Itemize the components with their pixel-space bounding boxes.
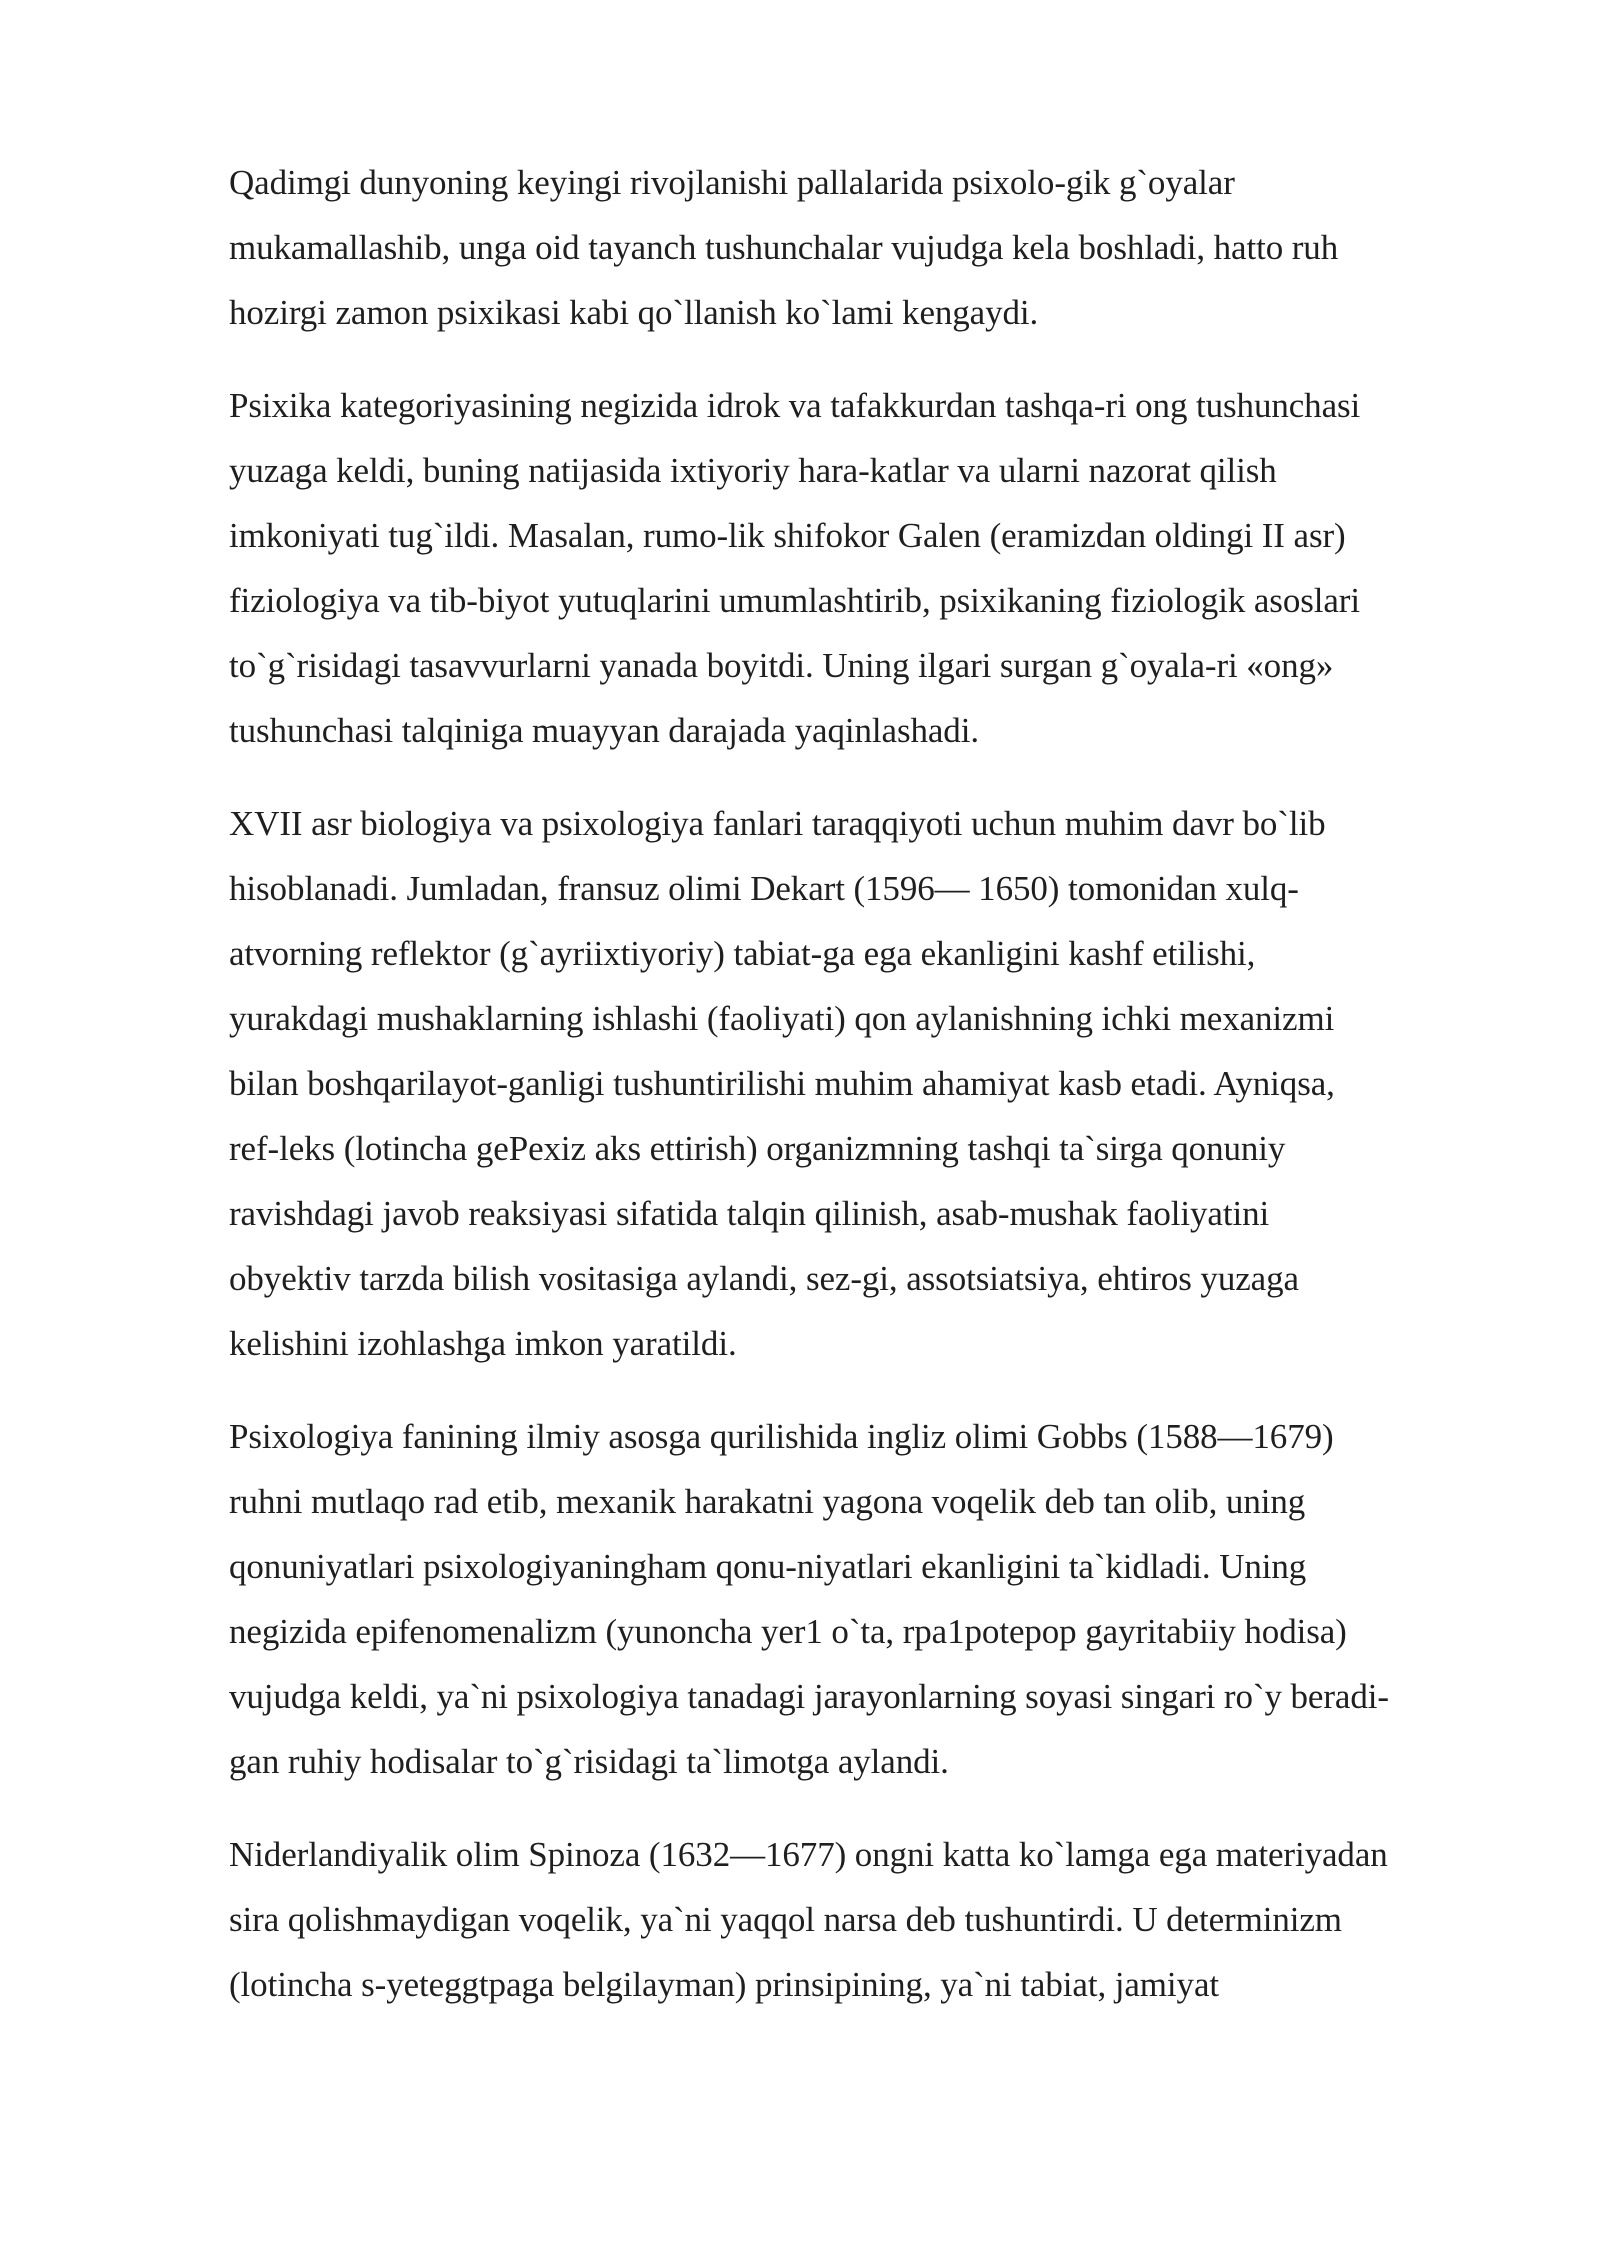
- text-line: (lotincha s-yeteggtpaga belgilayman) prinsipining, ya`ni tabiat, jamiyat: [229, 1965, 1220, 2004]
- paragraph-2: [229, 373, 1519, 763]
- text-line: ravishdagi javob reaksiyasi sifatida talqin qilinish, asab-mushak faoliyatini: [229, 1194, 1270, 1233]
- text-line: qonuniyatlari psixologiyaningham qonu-niyatlari ekanligini ta`kidladi. Uning: [229, 1547, 1307, 1586]
- paragraph-1: [229, 150, 1519, 345]
- text-line: imkoniyati tug`ildi. Masalan, rumo-lik shifokor Galen (eramizdan oldingi II asr): [229, 516, 1346, 555]
- text-line: XVII asr biologiya va psixologiya fanlari taraqqiyoti uchun muhim davr bo`lib: [229, 804, 1326, 843]
- text-line: to`g`risidagi tasavvurlarni yanada boyitdi. Uning ilgari surgan g`oyala-ri «ong»: [229, 646, 1334, 685]
- text-line: gan ruhiy hodisalar to`g`risidagi ta`limotga aylandi.: [229, 1742, 949, 1781]
- paragraph-4: [229, 1404, 1519, 1794]
- text-line: ref-leks (lotincha gePexiz aks ettirish) organizmning tashqi ta`sirga qonuniy: [229, 1129, 1286, 1168]
- text-line: yuzaga keldi, buning natijasida ixtiyoriy hara-katlar va ularni nazorat qilish: [229, 451, 1277, 490]
- text-line: vujudga keldi, ya`ni psixologiya tanadagi jarayonlarning soyasi singari ro`y beradi-: [229, 1677, 1389, 1716]
- text-line: obyektiv tarzda bilish vositasiga aylandi, sez-gi, assotsiatsiya, ehtiros yuzaga: [229, 1259, 1299, 1298]
- paragraph-5: [229, 1822, 1519, 2017]
- text-line: Psixologiya fanining ilmiy asosga qurilishida ingliz olimi Gobbs (1588—1679): [229, 1417, 1334, 1456]
- text-line: fiziologiya va tib-biyot yutuqlarini umumlashtirib, psixikaning fiziologik asoslari: [229, 581, 1360, 620]
- text-line: ruhni mutlaqo rad etib, mexanik harakatni yagona voqelik deb tan olib, uning: [229, 1482, 1306, 1521]
- text-line: bilan boshqarilayot-ganligi tushuntirilishi muhim ahamiyat kasb etadi. Ayniqsa,: [229, 1064, 1335, 1103]
- text-line: hisoblanadi. Jumladan, fransuz olimi Dekart (1596— 1650) tomonidan xulq-: [229, 869, 1299, 908]
- text-line: Psixika kategoriyasining negizida idrok va tafakkurdan tashqa-ri ong tushunchasi: [229, 386, 1361, 425]
- text-line: Qadimgi dunyoning keyingi rivojlanishi pallalarida psixolo-gik g`oyalar: [229, 163, 1235, 202]
- text-line: sira qolishmaydigan voqelik, ya`ni yaqqol narsa deb tushuntirdi. U determinizm: [229, 1900, 1342, 1939]
- paragraph-3: [229, 791, 1519, 1376]
- text-line: negizida epifenomenalizm (yunoncha yer1 o`ta, rpa1potepop gayritabiiy hodisa): [229, 1612, 1347, 1651]
- text-line: kelishini izohlashga imkon yaratildi.: [229, 1324, 737, 1363]
- document-body: [229, 150, 1519, 2045]
- text-line: Niderlandiyalik olim Spinoza (1632—1677) ongni katta ko`lamga ega materiyadan: [229, 1835, 1388, 1874]
- text-line: hozirgi zamon psixikasi kabi qo`llanish ko`lami kengaydi.: [229, 293, 1039, 332]
- text-line: atvorning reflektor (g`ayriixtiyoriy) tabiat-ga ega ekanligini kashf etilishi,: [229, 934, 1256, 973]
- text-line: mukamallashib, unga oid tayanch tushunchalar vujudga kela boshladi, hatto ruh: [229, 228, 1339, 267]
- text-line: tushunchasi talqiniga muayyan darajada yaqinlashadi.: [229, 711, 979, 750]
- text-line: yurakdagi mushaklarning ishlashi (faoliyati) qon aylanishning ichki mexanizmi: [229, 999, 1335, 1038]
